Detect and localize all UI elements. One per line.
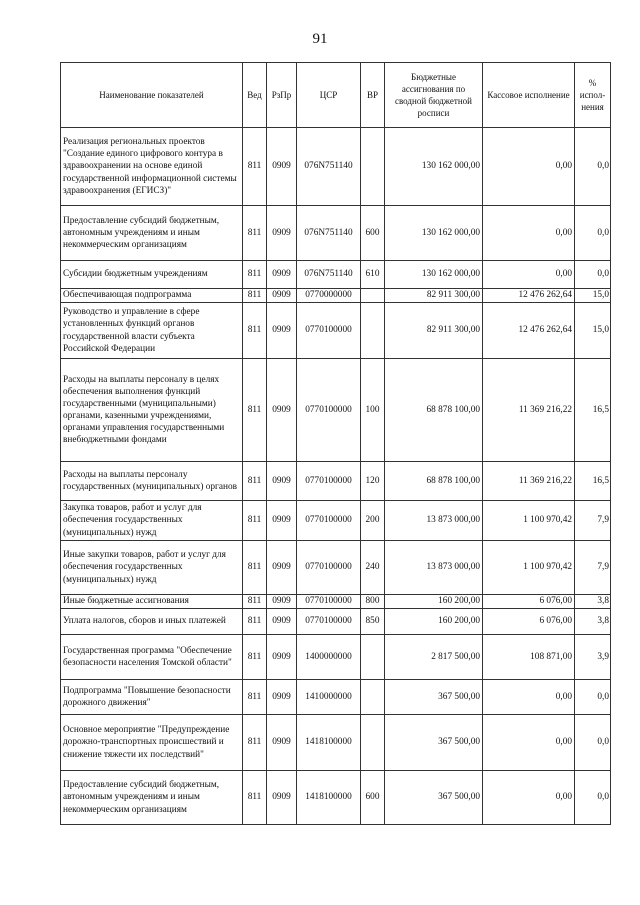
table-row: [61, 680, 611, 715]
row-budget: 130 162 000,00: [385, 206, 483, 261]
row-ved: 811: [243, 771, 267, 825]
row-budget: 68 878 100,00: [385, 359, 483, 462]
row-cash: 11 369 216,22: [483, 359, 575, 462]
table-row: [61, 303, 611, 359]
row-csr: 0770100000: [297, 501, 361, 541]
row-percent: 15,0: [575, 289, 611, 303]
table-row: [61, 501, 611, 541]
row-percent: 0,0: [575, 680, 611, 715]
row-cash: 0,00: [483, 771, 575, 825]
row-rzpr: 0909: [267, 635, 297, 680]
row-ved: 811: [243, 501, 267, 541]
row-rzpr: 0909: [267, 680, 297, 715]
row-name: Иные бюджетные ассигнования: [61, 595, 243, 609]
row-ved: 811: [243, 359, 267, 462]
row-percent: 0,0: [575, 261, 611, 289]
table-row: [61, 595, 611, 609]
row-vr: 240: [361, 541, 385, 595]
row-budget: 13 873 000,00: [385, 541, 483, 595]
row-csr: 0770100000: [297, 541, 361, 595]
row-csr: 0770100000: [297, 462, 361, 501]
row-percent: 3,8: [575, 609, 611, 635]
row-percent: 0,0: [575, 206, 611, 261]
table-row: [61, 541, 611, 595]
row-cash: 12 476 262,64: [483, 303, 575, 359]
row-csr: 0770100000: [297, 359, 361, 462]
table-row: [61, 359, 611, 462]
row-ved: 811: [243, 261, 267, 289]
row-rzpr: 0909: [267, 303, 297, 359]
row-vr: [361, 680, 385, 715]
row-csr: 0770100000: [297, 609, 361, 635]
row-ved: 811: [243, 303, 267, 359]
table-row: [61, 261, 611, 289]
row-rzpr: 0909: [267, 609, 297, 635]
row-name: Реализация региональных проектов "Создание единого цифрового контура в здравоохранении на основе единой государственной информационной системы здравоохранения (ЕГИСЗ)": [61, 128, 243, 206]
row-name: Государственная программа "Обеспечение безопасности населения Томской области": [61, 635, 243, 680]
row-cash: 0,00: [483, 680, 575, 715]
row-name: Предоставление субсидий бюджетным, автономным учреждениям и иным некоммерческим организациям: [61, 771, 243, 825]
row-name: Субсидии бюджетным учреждениям: [61, 261, 243, 289]
budget-execution-table: [60, 62, 611, 825]
header-vr: ВР: [361, 63, 385, 128]
row-rzpr: 0909: [267, 289, 297, 303]
row-ved: 811: [243, 635, 267, 680]
row-ved: 811: [243, 462, 267, 501]
row-vr: [361, 303, 385, 359]
row-vr: [361, 715, 385, 771]
row-percent: 7,9: [575, 501, 611, 541]
row-budget: 130 162 000,00: [385, 261, 483, 289]
row-budget: 82 911 300,00: [385, 303, 483, 359]
row-name: Подпрограмма "Повышение безопасности дорожного движения": [61, 680, 243, 715]
row-name: Уплата налогов, сборов и иных платежей: [61, 609, 243, 635]
table-row: [61, 635, 611, 680]
row-ved: 811: [243, 609, 267, 635]
header-csr: ЦСР: [297, 63, 361, 128]
row-budget: 367 500,00: [385, 715, 483, 771]
row-ved: 811: [243, 289, 267, 303]
row-budget: 2 817 500,00: [385, 635, 483, 680]
row-percent: 16,5: [575, 359, 611, 462]
row-rzpr: 0909: [267, 261, 297, 289]
row-vr: [361, 289, 385, 303]
table-row: [61, 715, 611, 771]
row-vr: 100: [361, 359, 385, 462]
row-percent: 16,5: [575, 462, 611, 501]
row-vr: 120: [361, 462, 385, 501]
row-name: Предоставление субсидий бюджетным, автономным учреждениям и иным некоммерческим организациям: [61, 206, 243, 261]
row-budget: 160 200,00: [385, 595, 483, 609]
row-percent: 0,0: [575, 771, 611, 825]
row-name: Руководство и управление в сфере установленных функций органов государственной власти субъекта Российской Федерации: [61, 303, 243, 359]
row-vr: 610: [361, 261, 385, 289]
header-percent: % испол-нения: [575, 63, 611, 128]
row-rzpr: 0909: [267, 359, 297, 462]
row-name: Закупка товаров, работ и услуг для обеспечения государственных (муниципальных) нужд: [61, 501, 243, 541]
table-row: [61, 206, 611, 261]
row-cash: 0,00: [483, 261, 575, 289]
row-budget: 13 873 000,00: [385, 501, 483, 541]
table-header-row: [61, 63, 611, 128]
header-budget: Бюджетные ассигнования по сводной бюджетной росписи: [385, 63, 483, 128]
row-vr: [361, 635, 385, 680]
row-cash: 1 100 970,42: [483, 541, 575, 595]
row-vr: [361, 128, 385, 206]
row-budget: 68 878 100,00: [385, 462, 483, 501]
table-row: [61, 289, 611, 303]
header-name: Наименование показателей: [61, 63, 243, 128]
row-ved: 811: [243, 541, 267, 595]
row-name: Расходы на выплаты персоналу государственных (муниципальных) органов: [61, 462, 243, 501]
table-row: [61, 462, 611, 501]
row-percent: 3,8: [575, 595, 611, 609]
row-csr: 1418100000: [297, 715, 361, 771]
row-percent: 3,9: [575, 635, 611, 680]
table-row: [61, 609, 611, 635]
row-budget: 82 911 300,00: [385, 289, 483, 303]
header-cash: Кассовое исполнение: [483, 63, 575, 128]
row-csr: 0770100000: [297, 595, 361, 609]
row-budget: 367 500,00: [385, 771, 483, 825]
row-ved: 811: [243, 595, 267, 609]
row-vr: 600: [361, 206, 385, 261]
row-rzpr: 0909: [267, 771, 297, 825]
row-ved: 811: [243, 206, 267, 261]
row-vr: 800: [361, 595, 385, 609]
row-cash: 6 076,00: [483, 609, 575, 635]
row-csr: 076N751140: [297, 128, 361, 206]
header-ved: Вед: [243, 63, 267, 128]
row-budget: 367 500,00: [385, 680, 483, 715]
row-rzpr: 0909: [267, 715, 297, 771]
row-vr: 600: [361, 771, 385, 825]
row-percent: 15,0: [575, 303, 611, 359]
row-name: Основное мероприятие "Предупреждение дорожно-транспортных происшествий и снижение тяжести их последствий": [61, 715, 243, 771]
row-cash: 108 871,00: [483, 635, 575, 680]
row-csr: 1400000000: [297, 635, 361, 680]
row-percent: 0,0: [575, 715, 611, 771]
header-rzpr: РзПр: [267, 63, 297, 128]
row-cash: 6 076,00: [483, 595, 575, 609]
row-csr: 0770100000: [297, 303, 361, 359]
row-rzpr: 0909: [267, 501, 297, 541]
row-budget: 160 200,00: [385, 609, 483, 635]
row-vr: 850: [361, 609, 385, 635]
row-csr: 1418100000: [297, 771, 361, 825]
row-csr: 0770000000: [297, 289, 361, 303]
row-cash: 11 369 216,22: [483, 462, 575, 501]
row-csr: 076N751140: [297, 261, 361, 289]
row-rzpr: 0909: [267, 462, 297, 501]
row-ved: 811: [243, 128, 267, 206]
row-rzpr: 0909: [267, 128, 297, 206]
row-budget: 130 162 000,00: [385, 128, 483, 206]
row-rzpr: 0909: [267, 206, 297, 261]
row-ved: 811: [243, 680, 267, 715]
row-csr: 1410000000: [297, 680, 361, 715]
row-csr: 076N751140: [297, 206, 361, 261]
table-row: [61, 128, 611, 206]
row-percent: 7,9: [575, 541, 611, 595]
row-ved: 811: [243, 715, 267, 771]
row-cash: 1 100 970,42: [483, 501, 575, 541]
row-cash: 0,00: [483, 128, 575, 206]
row-vr: 200: [361, 501, 385, 541]
row-rzpr: 0909: [267, 595, 297, 609]
row-name: Обеспечивающая подпрограмма: [61, 289, 243, 303]
row-rzpr: 0909: [267, 541, 297, 595]
table-row: [61, 771, 611, 825]
page-number: 91: [312, 31, 328, 47]
row-name: Расходы на выплаты персоналу в целях обеспечения выполнения функций государственными (муниципальными) органами, казенными учреждениями, органами управления государственными внебюджетными фондами: [61, 359, 243, 462]
row-cash: 0,00: [483, 206, 575, 261]
row-percent: 0,0: [575, 128, 611, 206]
row-cash: 0,00: [483, 715, 575, 771]
row-cash: 12 476 262,64: [483, 289, 575, 303]
row-name: Иные закупки товаров, работ и услуг для обеспечения государственных (муниципальных) нужд: [61, 541, 243, 595]
